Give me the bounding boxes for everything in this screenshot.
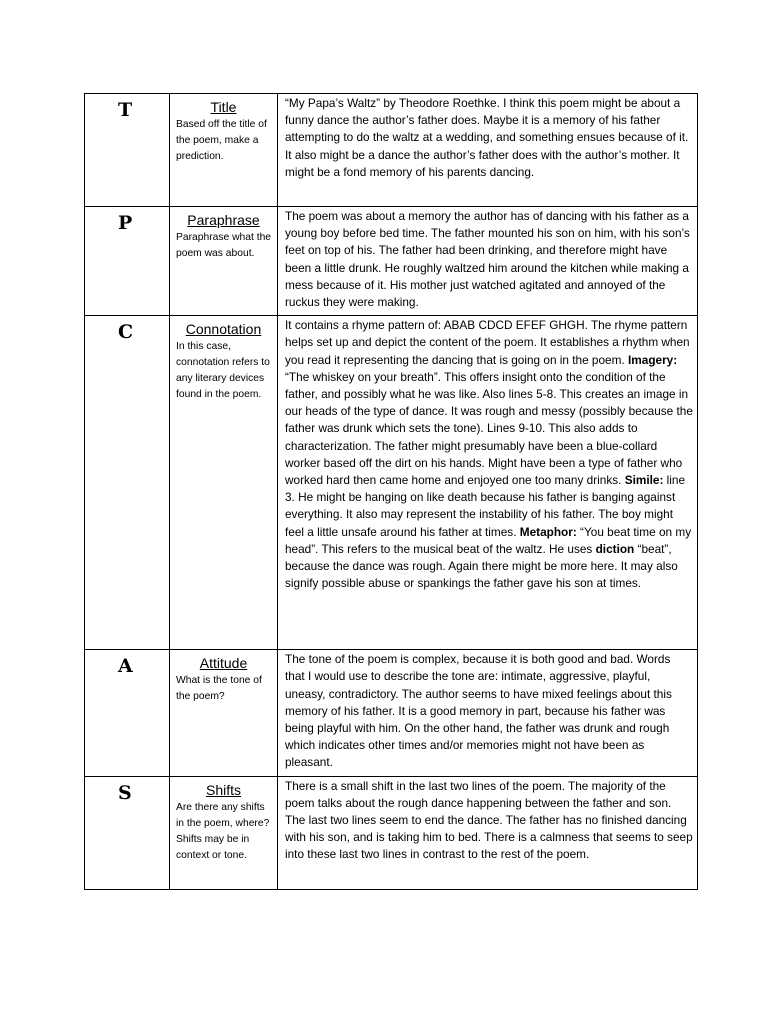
response-cell xyxy=(278,776,698,889)
tpcast-table xyxy=(84,93,698,890)
label-cell xyxy=(170,94,278,207)
row-heading: Attitude xyxy=(199,655,248,672)
response-cell xyxy=(278,650,698,776)
response-segment: “You beat time on my head”. This refers to the musical beat of the waltz. He uses xyxy=(285,524,692,556)
response-cell xyxy=(278,94,698,207)
row-instructions: What is the tone of the poem? xyxy=(176,675,262,703)
response-segment: “My Papa’s Waltz” by Theodore Roethke. I think this poem might be about a funny dance the author’s father does. Maybe it is a memory of his father attempting to do the waltz at a wedding, and something ensues because of it. It also might be a dance the author’s father does with the author’s mother. It might be a fond memory of his parents dancing. xyxy=(285,96,689,179)
letter-cell xyxy=(85,207,170,316)
row-letter: S xyxy=(118,781,132,804)
letter-cell xyxy=(85,650,170,776)
response-segment: line 3. He might be hanging on like death because his father is banging against everything. It also may represent the instability of his father. The boy might feel a little unsafe around his father at times. xyxy=(285,473,686,539)
row-instructions: Based off the title of the poem, make a prediction. xyxy=(176,119,267,162)
row-instructions: Are there any shifts in the poem, where? Shifts may be in context or tone. xyxy=(176,801,270,861)
label-cell xyxy=(170,316,278,650)
response-segment: “The whiskey on your breath”. This offers insight onto the condition of the father, and possibly what he was like. Also lines 5-8. This creates an image in our heads of the type of dance. It was rough and messy (possibly because the father was drunk which sets the tone). Lines 9-10. This also adds to characterization. The father might presumably have been a blue-collard worker based off the dirt on his hands. Might have been a type of father who worked hard then came home and enjoyed one too many drinks. xyxy=(285,369,693,488)
row-instructions: Paraphrase what the poem was about. xyxy=(176,232,272,259)
label-cell xyxy=(170,207,278,316)
row-letter: T xyxy=(118,99,133,121)
row-heading: Connotation xyxy=(185,321,262,338)
response-cell xyxy=(278,316,698,650)
letter-cell xyxy=(85,94,170,207)
response-text xyxy=(278,777,697,868)
row-paraphrase xyxy=(85,207,698,316)
letter-cell xyxy=(85,776,170,889)
response-segment: The tone of the poem is complex, because it is both good and bad. Words that I would use to describe the tone are: intimate, aggressive, playful, uneasy, contradictory. The author seems to have mixed feelings about this memory of his father. It is a good memory in part, because his father was being playful with him. On the other hand, the father was drunk and rough which indicates other times and/or memories might not have been as pleasant. xyxy=(285,652,672,770)
response-text xyxy=(278,94,697,185)
response-segment: It contains a rhyme pattern of: ABAB CDCD EFEF GHGH. The rhyme pattern helps set up and depict the content of the poem. It establishes a rhythm when you read it representing the dancing that is going on in the poem. xyxy=(285,318,690,367)
row-attitude xyxy=(85,650,698,776)
response-segment: The poem was about a memory the author has of dancing with his father as a young boy before bed time. The father mounted his son on him, with his son’s feet on top of his. The father had been drinking, and therefore might have been a little drunk. He roughly waltzed him around the kitchen while making a mess because of it. His mother just watched agitated and annoyed of the ruckus they were making. xyxy=(285,209,690,310)
row-instructions: In this case, connotation refers to any literary devices found in the poem. xyxy=(176,341,270,401)
response-text xyxy=(278,316,697,596)
label-cell xyxy=(170,776,278,889)
row-heading: Title xyxy=(210,99,237,115)
row-heading: Paraphrase xyxy=(187,212,260,228)
keyword-bold: Imagery: xyxy=(628,352,678,367)
row-letter: P xyxy=(118,212,133,234)
row-shifts xyxy=(85,776,698,889)
response-segment: There is a small shift in the last two lines of the poem. The majority of the poem talks about the rough dance happening between the father and son. The last two lines seem to end the dance. The father has no finished dancing with his son, and is taking him to bed. There is a calmness that seems to seep into these last two lines in contrast to the rest of the poem. xyxy=(285,778,693,862)
keyword-bold: diction xyxy=(595,541,635,556)
response-text xyxy=(278,650,697,775)
row-letter: C xyxy=(118,321,134,344)
row-connotation xyxy=(85,316,698,650)
label-cell xyxy=(170,650,278,776)
keyword-bold: Metaphor: xyxy=(519,524,577,539)
row-letter: A xyxy=(118,655,133,678)
row-title xyxy=(85,94,698,207)
response-text xyxy=(278,207,697,315)
keyword-bold: Simile: xyxy=(624,473,664,488)
response-cell xyxy=(278,207,698,316)
letter-cell xyxy=(85,316,170,650)
row-heading: Shifts xyxy=(205,781,241,798)
response-segment: “beat”, because the dance was rough. Again there might be more here. It may also signify possible abuse or spankings the father gave his son at times. xyxy=(285,541,678,591)
